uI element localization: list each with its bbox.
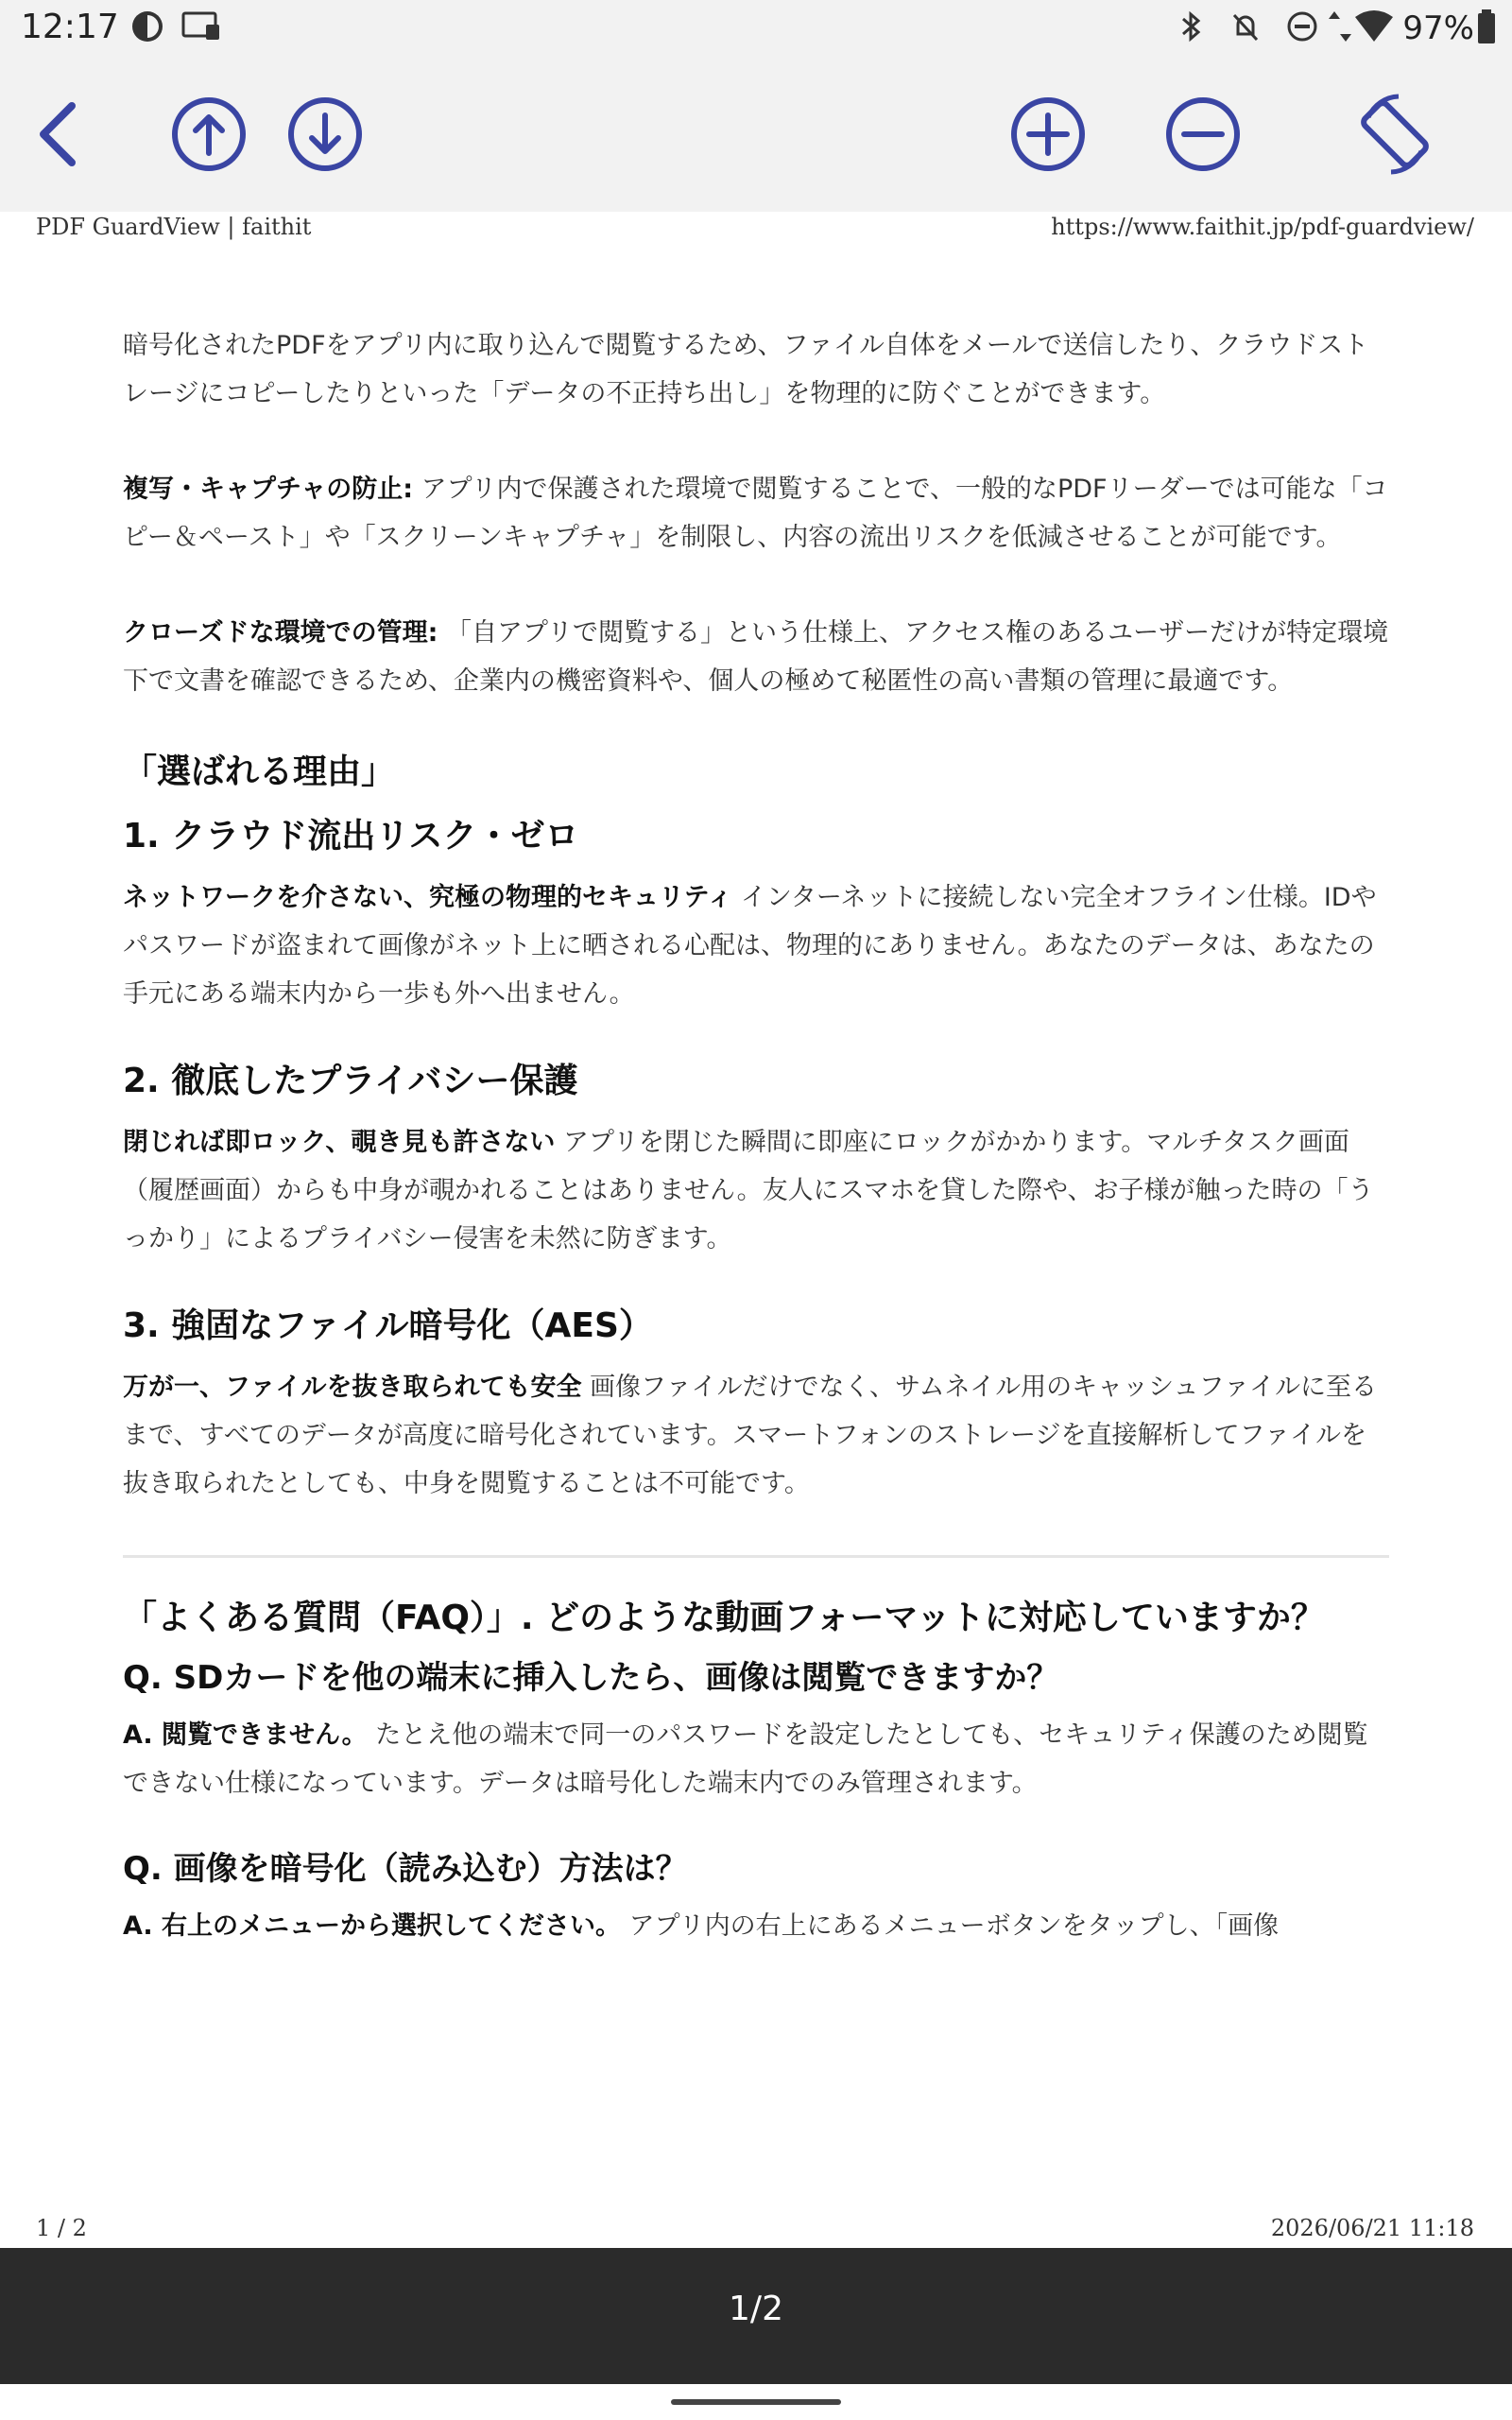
paragraph-lead: クローズドな環境での管理: [123,618,438,648]
faq-answer-2-body: アプリ内の右上にあるメニューボタンをタップし、「画像 [621,1911,1280,1941]
section-heading-reasons: 「選ばれる理由」 [123,752,396,791]
status-bar [0,0,1512,59]
system-nav-bar [0,2384,1512,2420]
dnd-icon [1283,8,1321,45]
faq-question-1: Q. SDカードを他の端末に挿入したら、画像は閲覧できますか？ [123,1659,1059,1697]
viewer-toolbar [0,59,1512,212]
page-indicator: 1/2 [729,2290,783,2328]
page-indicator-bar [0,2248,1512,2384]
paragraph-text: アプリ内で保護された環境で閲覧することで、一般的なPDFリーダーでは可能な「コピー＆ペースト」や「スクリーンキャプチャ」を制限し、内容の流出リスクを低減させることが可能です。 [123,475,1388,552]
reason-3-body: 画像ファイルだけでなく、サムネイル用のキャッシュファイルに至るまで、すべてのデータが高度に暗号化されています。スマートフォンのストレージを直接解析してファイルを抜き取られたとしても、中身を閲覧することは不可能です。 [123,1373,1377,1498]
section-divider [123,1555,1389,1558]
page-up-icon [169,95,249,174]
bell-off-icon [1227,8,1264,45]
pdf-header-url: https://www.faithit.jp/pdf-guardview/ [1051,214,1474,240]
reason-1-body: インターネットに接続しない完全オフライン仕様。IDやパスワードが盗まれて画像がネット上に晒される心配は、物理的にありません。あなたのデータは、あなたの手元にある端末内から一歩も外へ出ません。 [123,883,1377,1009]
paragraph-copy-prevention [123,465,1389,562]
pdf-content [123,321,1389,1950]
pdf-footer-datetime: 2026/06/21 11:18 [1270,2215,1474,2241]
page-down-button[interactable] [278,87,372,182]
faq-answer-2-lead: A. 右上のメニューから選択してください。 [123,1911,622,1941]
reason-3-heading: 3. 強固なファイル暗号化（AES） [123,1306,653,1345]
zoom-in-button[interactable] [1001,87,1095,182]
gesture-handle[interactable] [671,2399,841,2405]
faq-answer-1 [123,1711,1389,1807]
circle-half-icon [129,8,166,45]
faq-answer-1-body: たとえ他の端末で同一のパスワードを設定したとしても、セキュリティ保護のため閲覧できない仕様になっています。データは暗号化した端末内でのみ管理されます。 [123,1720,1368,1798]
reason-1-text [123,873,1389,1018]
wifi-icon [1353,8,1395,45]
page-up-button[interactable] [162,87,256,182]
reason-2-text [123,1118,1389,1263]
pdf-header-title: PDF GuardView | faithit [36,214,312,240]
reason-2-body: アプリを閉じた瞬間に即座にロックがかかります。マルチタスク画面（履歴画面）からも中身が覗かれることはありません。友人にスマホを貸した際や、お子様が触った時の「うっかり」によるプライバシー侵害を未然に防ぎます。 [123,1128,1374,1253]
paragraph-text: 「自アプリで閲覧する」という仕様上、アクセス権のあるユーザーだけが特定環境下で文書を確認できるため、企業内の機密資料や、個人の極めて秘匿性の高い書類の管理に最適です。 [123,618,1389,696]
rotate-icon [1349,89,1440,180]
paragraph: 暗号化されたPDFをアプリ内に取り込んで閲覧するため、ファイル自体をメールで送信したり、クラウドストレージにコピーしたりといった「データの不正持ち出し」を物理的に防ぐことができます。 [123,331,1369,408]
back-button[interactable] [11,87,106,182]
reason-1-lead: ネットワークを介さない、究極の物理的セキュリティ [123,883,733,912]
reason-3-lead: 万が一、ファイルを抜き取られても安全 [123,1373,582,1402]
reason-3-text [123,1363,1389,1508]
back-icon [21,96,96,172]
faq-question-2: Q. 画像を暗号化（読み込む）方法は？ [123,1850,688,1888]
bluetooth-icon [1172,8,1210,45]
faq-heading: 「よくある質問（FAQ）」. どのような動画フォーマットに対応していますか？ [123,1599,1325,1637]
paragraph-lead: 複写・キャプチャの防止: [123,475,413,504]
pdf-page-header [0,212,1512,250]
faq-answer-1-lead: A. 閲覧できません。 [123,1720,368,1750]
reason-2-lead: 閉じれば即ロック、覗き見も許さない [123,1128,556,1157]
reason-2-heading: 2. 徹底したプライバシー保護 [123,1062,578,1100]
data-arrows-icon [1329,8,1351,45]
pdf-footer-page: 1 / 2 [36,2215,87,2241]
cast-icon [180,8,223,45]
reason-1-heading: 1. クラウド流出リスク・ゼロ [123,817,579,856]
zoom-out-button[interactable] [1156,87,1250,182]
zoom-in-icon [1008,95,1088,174]
paragraph-closed-environment [123,609,1389,705]
page-down-icon [285,95,365,174]
battery-icon [1476,8,1497,45]
zoom-out-icon [1163,95,1243,174]
faq-answer-2 [123,1902,1389,1950]
status-time: 12:17 [21,8,119,46]
rotate-button[interactable] [1348,87,1442,182]
battery-percent: 97% [1402,9,1474,47]
